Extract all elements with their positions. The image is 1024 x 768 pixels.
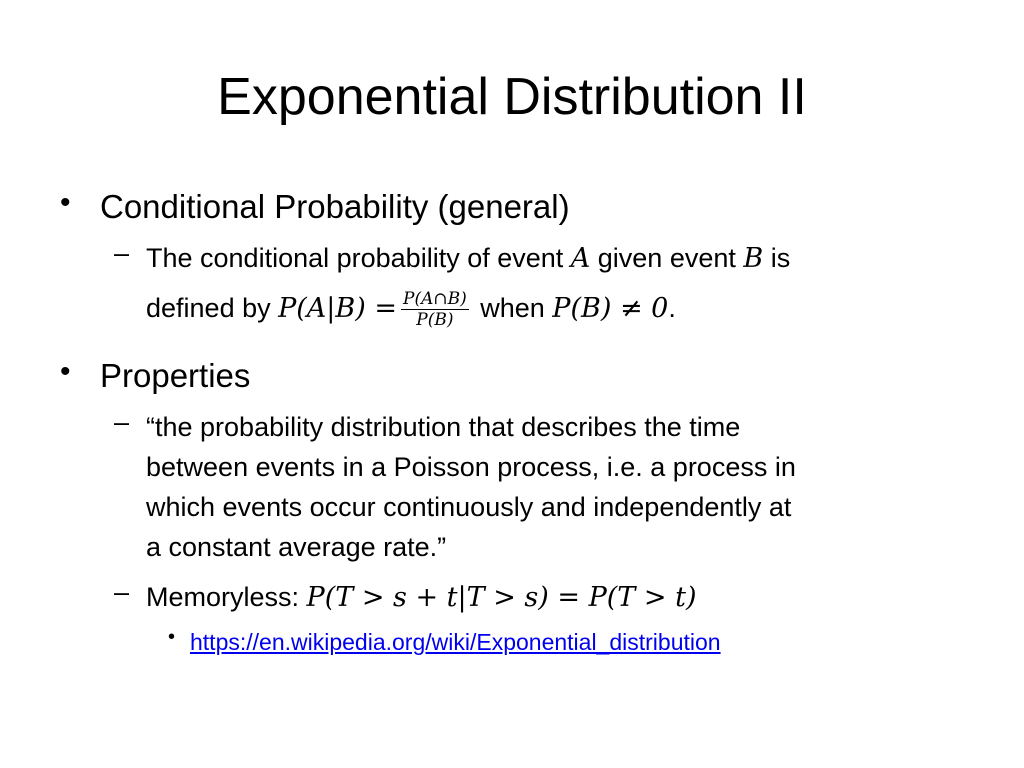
- text: given event: [590, 243, 744, 273]
- math-condition: P(B) ≠ 0: [552, 293, 669, 324]
- wikipedia-link-row: [190, 622, 721, 662]
- fraction-numerator: P(A∩B): [403, 289, 467, 310]
- text: when: [472, 293, 553, 323]
- memoryless-line: [146, 577, 696, 618]
- wikipedia-link[interactable]: https://en.wikipedia.org/wiki/Exponential_distribution: [190, 629, 721, 655]
- bullet-text: Properties: [100, 357, 251, 394]
- bullet-marker: •: [60, 186, 71, 219]
- math-lhs: P(A|B) =: [278, 293, 397, 324]
- text: .: [668, 293, 676, 323]
- memoryless-formula: P(T > s + t|T > s) = P(T > t): [306, 582, 697, 613]
- var-a: A: [570, 243, 591, 274]
- fraction: [401, 289, 469, 330]
- bullet-marker: •: [168, 626, 176, 648]
- text: is: [763, 243, 791, 273]
- definition-line-2: [146, 288, 676, 330]
- dash-marker: –: [114, 238, 130, 268]
- quote-line: between events in a Poisson process, i.e. a process in: [146, 452, 796, 482]
- bullet-text: Conditional Probability (general): [100, 188, 570, 225]
- dash-marker: –: [114, 407, 130, 437]
- text: The conditional probability of event: [146, 243, 571, 273]
- dash-marker: –: [114, 577, 130, 607]
- text: defined by: [146, 293, 279, 323]
- quote-line: which events occur continuously and independently at: [146, 492, 792, 522]
- definition-line-1: [146, 238, 790, 279]
- fraction-denominator: P(B): [416, 310, 454, 331]
- var-b: B: [743, 243, 764, 274]
- quote-line: a constant average rate.”: [146, 532, 447, 562]
- slide-title: Exponential Distribution II: [217, 68, 807, 126]
- memoryless-label: Memoryless:: [146, 582, 307, 612]
- quote-line: “the probability distribution that describes the time: [146, 412, 741, 442]
- bullet-marker: •: [60, 355, 71, 388]
